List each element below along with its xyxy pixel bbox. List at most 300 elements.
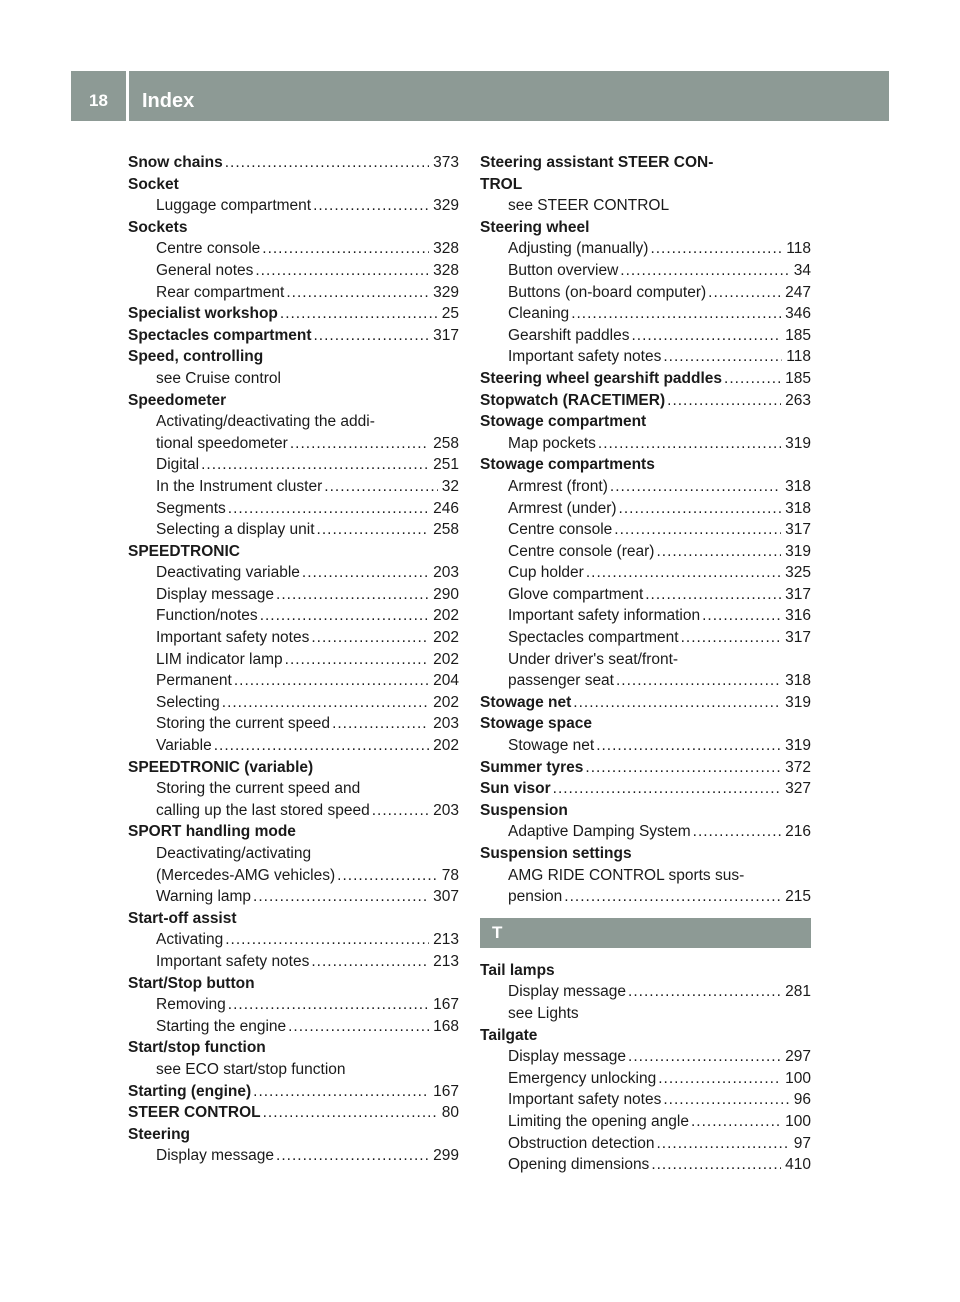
index-entry	[480, 843, 811, 865]
dot-leader	[313, 195, 429, 217]
entry-text: SPEEDTRONIC (variable)	[128, 758, 314, 776]
page-reference: 319	[785, 693, 811, 711]
page-reference: 32	[441, 477, 459, 495]
index-entry	[480, 368, 811, 390]
dot-leader	[311, 951, 429, 973]
entry-text: Centre console (rear)	[508, 542, 655, 560]
entry-text: Stowage net	[508, 737, 595, 755]
page-reference: 299	[433, 1147, 459, 1165]
index-entry	[480, 713, 811, 735]
index-entry	[480, 217, 811, 239]
index-subentry	[480, 433, 811, 455]
dot-leader	[598, 433, 781, 455]
index-subentry	[480, 735, 811, 757]
dot-leader	[553, 778, 781, 800]
index-entry	[128, 325, 459, 347]
page-reference: 202	[433, 693, 459, 711]
entry-text: tional speedometer	[156, 434, 288, 452]
page-reference: 168	[433, 1017, 459, 1035]
entry-text: Obstruction detection	[508, 1134, 655, 1152]
page-reference: 100	[785, 1069, 811, 1087]
page-reference: 329	[433, 197, 459, 215]
index-subentry	[128, 584, 459, 606]
entry-text: Emergency unlocking	[508, 1069, 657, 1087]
index-subentry	[480, 584, 811, 606]
dot-leader	[263, 1102, 438, 1124]
page-reference: 78	[441, 866, 459, 884]
page-title: Index	[142, 90, 195, 112]
dot-leader	[228, 994, 429, 1016]
dot-leader	[619, 498, 782, 520]
index-subentry	[128, 562, 459, 584]
index-entry	[128, 174, 459, 196]
entry-text: Selecting	[156, 693, 220, 711]
index-entry	[128, 346, 459, 368]
page-reference: 247	[785, 283, 811, 301]
page-reference: 328	[433, 261, 459, 279]
entry-text: Button overview	[508, 261, 619, 279]
index-subentry	[480, 303, 811, 325]
index-entry	[128, 152, 459, 174]
index-subentry	[128, 778, 459, 800]
dot-leader	[290, 433, 429, 455]
dot-leader	[337, 865, 438, 887]
index-subentry	[480, 1089, 811, 1111]
entry-text: Socket	[128, 175, 179, 193]
index-subentry	[128, 713, 459, 735]
index-entry	[128, 1037, 459, 1059]
page-reference: 317	[785, 629, 811, 647]
index-subentry	[128, 843, 459, 865]
dot-leader	[693, 821, 781, 843]
page-reference: 216	[785, 823, 811, 841]
entry-text: see Lights	[508, 1004, 579, 1022]
page-reference: 215	[785, 888, 811, 906]
entry-text: Variable	[156, 737, 212, 755]
index-entry	[128, 390, 459, 412]
page-reference: 203	[433, 715, 459, 733]
entry-text: Activating/deactivating the addi-	[156, 413, 375, 431]
entry-text: Snow chains	[128, 154, 223, 171]
dot-leader	[255, 260, 429, 282]
dot-leader	[253, 1081, 429, 1103]
entry-text: Armrest (front)	[508, 477, 608, 495]
entry-text: Spectacles compartment	[508, 629, 679, 647]
index-subentry	[128, 433, 459, 455]
index-entry	[480, 174, 811, 196]
entry-text: pension	[508, 888, 563, 906]
entry-text: Important safety notes	[156, 629, 310, 647]
entry-text: Summer tyres	[480, 758, 584, 776]
dot-leader	[702, 605, 781, 627]
entry-text: Sun visor	[480, 780, 551, 798]
page-reference: 372	[785, 758, 811, 776]
index-subentry	[128, 735, 459, 757]
index-entry	[128, 303, 459, 325]
dot-leader	[616, 670, 781, 692]
page-reference: 34	[793, 261, 811, 279]
page-reference: 203	[433, 564, 459, 582]
index-subentry	[128, 498, 459, 520]
entry-text: Important safety notes	[508, 1091, 662, 1109]
entry-text: Digital	[156, 456, 200, 474]
entry-text: Starting (engine)	[128, 1082, 252, 1100]
page-reference: 258	[433, 521, 459, 539]
dot-leader	[632, 325, 782, 347]
index-subentry	[128, 368, 459, 390]
dot-leader	[656, 1133, 789, 1155]
entry-text: In the Instrument cluster	[156, 477, 323, 495]
index-subentry	[480, 346, 811, 368]
index-subentry	[128, 260, 459, 282]
index-subentry	[128, 649, 459, 671]
index-entry	[480, 800, 811, 822]
page-reference: 318	[785, 499, 811, 517]
dot-leader	[614, 519, 781, 541]
index-subentry	[128, 692, 459, 714]
entry-text: Storing the current speed and	[156, 780, 361, 798]
page-reference: 202	[433, 607, 459, 625]
index-subentry	[128, 605, 459, 627]
dot-leader	[586, 562, 781, 584]
page-reference: 202	[433, 629, 459, 647]
index-subentry	[128, 929, 459, 951]
index-subentry	[128, 238, 459, 260]
dot-leader	[585, 757, 781, 779]
entry-text: Selecting a display unit	[156, 521, 315, 539]
entry-text: Display message	[508, 983, 627, 1001]
index-subentry	[128, 865, 459, 887]
page-reference: 263	[785, 391, 811, 409]
page-reference: 100	[785, 1112, 811, 1130]
page-reference: 97	[793, 1134, 811, 1152]
index-entry	[128, 1124, 459, 1146]
header-divider	[126, 71, 129, 121]
page-reference: 316	[785, 607, 811, 625]
entry-text: Gearshift paddles	[508, 326, 630, 344]
entry-text: Stowage net	[480, 693, 572, 711]
page-reference: 185	[785, 326, 811, 344]
entry-text: Rear compartment	[156, 283, 285, 301]
dot-leader	[324, 476, 437, 498]
entry-text: Segments	[156, 499, 226, 517]
entry-text: Stowage compartments	[480, 456, 655, 474]
entry-text: Function/notes	[156, 607, 258, 625]
entry-text: Suspension settings	[480, 845, 632, 862]
page-reference: 319	[785, 737, 811, 755]
dot-leader	[262, 238, 429, 260]
index-subentry	[128, 800, 459, 822]
entry-text: Storing the current speed	[156, 715, 331, 733]
entry-text: Activating	[156, 931, 224, 949]
index-subentry	[128, 1145, 459, 1167]
page-reference: 373	[433, 154, 459, 171]
page-reference: 346	[785, 305, 811, 323]
page-reference: 307	[433, 888, 459, 906]
page-reference: 290	[433, 585, 459, 603]
page-reference: 251	[433, 456, 459, 474]
index-subentry	[128, 1059, 459, 1081]
dot-leader	[286, 282, 429, 304]
index-subentry	[480, 649, 811, 671]
section-header-t: T	[480, 918, 811, 948]
page-reference: 202	[433, 737, 459, 755]
index-subentry	[128, 454, 459, 476]
dot-leader	[658, 1068, 781, 1090]
index-subentry	[128, 519, 459, 541]
page-reference: 325	[785, 564, 811, 582]
page-reference: 25	[441, 305, 459, 323]
page-reference: 319	[785, 434, 811, 452]
entry-text: Luggage compartment	[156, 197, 312, 215]
dot-leader	[620, 260, 789, 282]
dot-leader	[288, 1016, 429, 1038]
page-reference: 327	[785, 780, 811, 798]
entry-text: AMG RIDE CONTROL sports sus-	[508, 866, 745, 884]
dot-leader	[628, 981, 781, 1003]
entry-text: Speedometer	[128, 391, 227, 409]
entry-text: (Mercedes-AMG vehicles)	[156, 866, 336, 884]
entry-text: Steering	[128, 1125, 191, 1143]
dot-leader	[663, 1089, 789, 1111]
index-entry	[128, 908, 459, 930]
dot-leader	[573, 692, 781, 714]
entry-text: Suspension	[480, 801, 568, 819]
dot-leader	[656, 541, 781, 563]
dot-leader	[317, 519, 430, 541]
entry-text: Under driver's seat/front-	[508, 650, 679, 668]
entry-text: Steering wheel	[480, 218, 590, 236]
dot-leader	[280, 303, 438, 325]
page-reference: 213	[433, 952, 459, 970]
index-entry	[480, 454, 811, 476]
page-reference: 213	[433, 931, 459, 949]
index-subentry	[480, 821, 811, 843]
index-subentry	[128, 411, 459, 433]
page-reference: 185	[785, 369, 811, 387]
index-subentry	[128, 670, 459, 692]
page-reference: 118	[786, 348, 811, 366]
page-reference: 204	[433, 672, 459, 690]
entry-text: LIM indicator lamp	[156, 650, 283, 668]
index-subentry	[480, 865, 811, 887]
entry-text: Start/stop function	[128, 1039, 266, 1057]
entry-text: Cleaning	[508, 305, 570, 323]
entry-text: Glove compartment	[508, 585, 644, 603]
index-column-left	[128, 152, 459, 1167]
entry-text: Start-off assist	[128, 909, 237, 927]
page-reference: 317	[433, 326, 459, 344]
dot-leader	[564, 886, 781, 908]
dot-leader	[628, 1046, 781, 1068]
index-subentry	[480, 1068, 811, 1090]
index-subentry	[128, 627, 459, 649]
dot-leader	[201, 454, 429, 476]
dot-leader	[276, 584, 429, 606]
dot-leader	[214, 735, 429, 757]
index-entry	[480, 778, 811, 800]
index-entry	[128, 757, 459, 779]
index-subentry	[480, 195, 811, 217]
entry-text: Permanent	[156, 672, 232, 690]
dot-leader	[225, 152, 429, 174]
entry-text: General notes	[156, 261, 254, 279]
entry-text: Warning lamp	[156, 888, 252, 906]
entry-text: Display message	[156, 585, 275, 603]
index-entry	[480, 411, 811, 433]
index-entry	[480, 757, 811, 779]
dot-leader	[276, 1145, 429, 1167]
page-reference: 258	[433, 434, 459, 452]
index-subentry	[128, 951, 459, 973]
index-entry	[480, 1025, 811, 1047]
index-entry	[480, 960, 811, 982]
page-reference: 319	[785, 542, 811, 560]
entry-text: Spectacles compartment	[128, 326, 312, 344]
entry-text: Opening dimensions	[508, 1156, 650, 1174]
dot-leader	[708, 282, 781, 304]
entry-text: Specialist workshop	[128, 305, 278, 323]
dot-leader	[691, 1111, 781, 1133]
index-entry	[128, 1081, 459, 1103]
index-subentry	[128, 994, 459, 1016]
index-subentry	[480, 238, 811, 260]
entry-text: SPORT handling mode	[128, 823, 296, 841]
page-reference: 80	[441, 1104, 459, 1122]
dot-leader	[225, 929, 429, 951]
page-header	[71, 71, 889, 121]
entry-text: Steering wheel gearshift paddles	[480, 369, 723, 387]
dot-leader	[260, 605, 429, 627]
entry-text: Removing	[156, 996, 226, 1014]
page-reference: 96	[793, 1091, 811, 1109]
page-number: 18	[89, 91, 108, 110]
index-subentry	[480, 541, 811, 563]
entry-text: SPEEDTRONIC	[128, 542, 240, 560]
entry-text: Limiting the opening angle	[508, 1112, 689, 1130]
index-subentry	[480, 981, 811, 1003]
page-reference: 118	[786, 240, 811, 258]
dot-leader	[302, 562, 429, 584]
entry-text: Buttons (on-board computer)	[508, 283, 707, 301]
page-reference: 317	[785, 585, 811, 603]
index-entry	[128, 217, 459, 239]
dot-leader	[253, 886, 429, 908]
page-reference: 246	[433, 499, 459, 517]
index-entry	[128, 821, 459, 843]
entry-text: Sockets	[128, 218, 188, 236]
index-column-right	[480, 152, 811, 1176]
page-reference: 167	[433, 1082, 459, 1100]
entry-text: Start/Stop button	[128, 974, 255, 992]
page-reference: 203	[433, 801, 459, 819]
entry-text: see Cruise control	[156, 369, 281, 387]
entry-text: Adaptive Damping System	[508, 823, 691, 841]
dot-leader	[228, 498, 429, 520]
index-entry	[480, 692, 811, 714]
index-subentry	[480, 476, 811, 498]
page-reference: 167	[433, 996, 459, 1014]
index-subentry	[128, 282, 459, 304]
page-reference: 410	[785, 1156, 811, 1174]
dot-leader	[332, 713, 429, 735]
entry-text: TROL	[480, 175, 523, 193]
entry-text: Deactivating variable	[156, 564, 300, 582]
dot-leader	[650, 238, 782, 260]
index-subentry	[480, 1154, 811, 1176]
page-reference: 318	[785, 672, 811, 690]
index-subentry	[128, 886, 459, 908]
entry-text: see STEER CONTROL	[508, 197, 670, 215]
index-subentry	[480, 1003, 811, 1025]
index-entry	[128, 541, 459, 563]
index-entry	[480, 390, 811, 412]
index-subentry	[480, 325, 811, 347]
entry-text: STEER CONTROL	[128, 1104, 261, 1122]
dot-leader	[372, 800, 429, 822]
entry-text: Cup holder	[508, 564, 584, 582]
dot-leader	[645, 584, 781, 606]
entry-text: Deactivating/activating	[156, 845, 312, 862]
entry-text: Important safety notes	[508, 348, 662, 366]
dot-leader	[651, 1154, 781, 1176]
index-entry	[480, 152, 811, 174]
page-reference: 202	[433, 650, 459, 668]
index-subentry	[480, 1111, 811, 1133]
entry-text: Display message	[156, 1147, 275, 1165]
index-subentry	[480, 282, 811, 304]
dot-leader	[571, 303, 781, 325]
index-subentry	[480, 1133, 811, 1155]
page-reference: 329	[433, 283, 459, 301]
page-reference: 328	[433, 240, 459, 258]
entry-text: Display message	[508, 1048, 627, 1066]
entry-text: Steering assistant STEER CON-	[480, 154, 714, 171]
entry-text: Stowage space	[480, 715, 592, 733]
entry-text: Armrest (under)	[508, 499, 617, 517]
dot-leader	[314, 325, 430, 347]
entry-text: Starting the engine	[156, 1017, 287, 1035]
index-subentry	[480, 1046, 811, 1068]
entry-text: calling up the last stored speed	[156, 801, 370, 819]
entry-text: Important safety notes	[156, 952, 310, 970]
page-reference: 318	[785, 477, 811, 495]
dot-leader	[234, 670, 429, 692]
index-subentry	[128, 1016, 459, 1038]
page-reference: 297	[785, 1048, 811, 1066]
index-subentry	[480, 519, 811, 541]
entry-text: Adjusting (manually)	[508, 240, 649, 258]
index-subentry	[480, 627, 811, 649]
index-subentry	[480, 498, 811, 520]
entry-text: Centre console	[508, 521, 613, 539]
entry-text: Speed, controlling	[128, 348, 264, 366]
entry-text: Map pockets	[508, 434, 596, 452]
index-subentry	[480, 562, 811, 584]
dot-leader	[311, 627, 429, 649]
entry-text: Tailgate	[480, 1026, 538, 1044]
page-reference: 281	[785, 983, 811, 1001]
dot-leader	[285, 649, 429, 671]
entry-text: Centre console	[156, 240, 261, 258]
entry-text: see ECO start/stop function	[156, 1060, 346, 1078]
index-entry	[128, 1102, 459, 1124]
dot-leader	[222, 692, 429, 714]
entry-text: Important safety information	[508, 607, 701, 625]
index-subentry	[128, 476, 459, 498]
index-subentry	[480, 886, 811, 908]
dot-leader	[667, 390, 781, 412]
